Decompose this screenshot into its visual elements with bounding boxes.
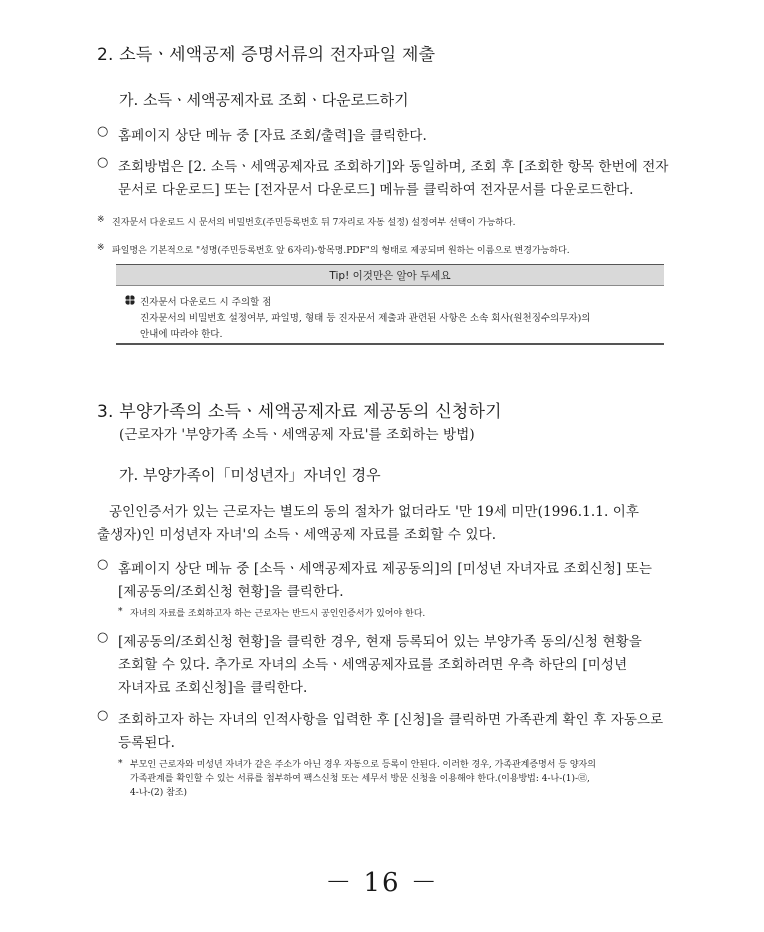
tip-heading: 진자문서 다운로드 시 주의할 점 (140, 297, 272, 308)
s2-bullet-2-line-1: 조회방법은 [2. 소득ㆍ세액공제자료 조회하기]와 동일하며, 조회 후 [조회한 항목 한번에 전자 (118, 159, 669, 175)
bullet-icon: ○ (97, 708, 109, 723)
s3-bullet-2-line-1: [제공동의/조회신청 현황]을 클릭한 경우, 현재 등록되어 있는 부양가족 동의/신청 현황을 (118, 634, 642, 650)
note-mark-icon: ※ (97, 243, 105, 253)
s3-note-line-2: 가족관계를 확인할 수 있는 서류를 첨부하여 팩스신청 또는 세무서 방문 신청을 이용해야 한다.(이용방법: 4-나-(1)-㉣, (130, 774, 590, 784)
section-3-title: 3. 부양가족의 소득ㆍ세액공제자료 제공동의 신청하기 (97, 402, 502, 422)
tip-line-1: 진자문서의 비밀번호 설정여부, 파일명, 형태 등 진자문서 제출과 관련된 사항은 소속 회사(원천징수의무자)의 (140, 313, 591, 324)
s2-bullet-1: 홈페이지 상단 메뉴 중 [자료 조회/출력]을 클릭한다. (118, 128, 427, 144)
s3-bullet-2-line-2: 조회할 수 있다. 추가로 자녀의 소득ㆍ세액공제자료를 조회하려면 우측 하단의 [미성년 (118, 657, 628, 673)
s3-bullet-1-line-2: [제공동의/조회신청 현황]을 클릭한다. (118, 584, 344, 600)
section-3-subtitle: (근로자가 '부양가족 소득ㆍ세액공제 자료'를 조회하는 방법) (119, 427, 475, 443)
s3-note-line-3: 4-나-(2) 참조) (130, 788, 188, 798)
s3-bullet-3-line-1: 조회하고자 하는 자녀의 인적사항을 입력한 후 [신청]을 클릭하면 가족관계 확인 후 자동으로 (118, 712, 664, 728)
s3-bullet-1-note: 자녀의 자료를 조회하고자 하는 근로자는 반드시 공인인증서가 있어야 한다. (130, 609, 426, 619)
bullet-icon: ○ (97, 155, 109, 170)
s3-bullet-2-line-3: 자녀자료 조회신청]을 클릭한다. (118, 680, 308, 696)
s3-bullet-3-line-2: 등록된다. (118, 735, 175, 751)
bullet-icon: ○ (97, 557, 109, 572)
s3-paragraph-line-1: 공인인증서가 있는 근로자는 별도의 동의 절차가 없더라도 '만 19세 미만(1996.1.1. 이후 (109, 504, 640, 520)
s3-bullet-1-line-1: 홈페이지 상단 메뉴 중 [소득ㆍ세액공제자료 제공동의]의 [미성년 자녀자료 조회신청] 또는 (118, 561, 653, 577)
clover-icon (125, 295, 135, 305)
s2-note-1: 진자문서 다운로드 시 문서의 비밀번호(주민등록번호 뒤 7자리로 자동 설정) 설정여부 선택이 가능하다. (112, 218, 516, 228)
s3-paragraph-line-2: 출생자)인 미성년자 자녀'의 소득ㆍ세액공제 자료를 조회할 수 있다. (97, 527, 497, 543)
note-mark-icon: ※ (97, 215, 105, 225)
bullet-icon: ○ (97, 124, 109, 139)
star-mark-icon: * (118, 759, 123, 769)
s2-note-2: 파일명은 기본적으로 "성명(주민등록번호 앞 6자리)-항목명.PDF"의 형태로 제공되며 원하는 이름으로 변경가능하다. (112, 246, 570, 256)
tip-line-2: 안내에 따라야 한다. (140, 329, 223, 340)
tip-title: Tip! 이것만은 알아 두세요 (329, 269, 451, 282)
s2-bullet-2-line-2: 문서로 다운로드] 또는 [전자문서 다운로드] 메뉴를 클릭하여 전자문서를 다운로드한다. (118, 182, 634, 198)
section-2-title: 2. 소득ㆍ세액공제 증명서류의 전자파일 제출 (97, 45, 436, 65)
s3-note-line-1: 부모인 근로자와 미성년 자녀가 같은 주소가 아닌 경우 자동으로 등록이 안된다. 이러한 경우, 가족관계증명서 등 양자의 (130, 760, 596, 770)
section-2a-heading: 가. 소득ㆍ세액공제자료 조회ㆍ다운로드하기 (119, 91, 409, 109)
star-mark-icon: * (118, 607, 123, 617)
tip-header-bar (116, 264, 664, 286)
section-3a-heading: 가. 부양가족이「미성년자」자녀인 경우 (119, 466, 381, 484)
page-number: － 16 － (325, 868, 439, 898)
bullet-icon: ○ (97, 630, 109, 645)
